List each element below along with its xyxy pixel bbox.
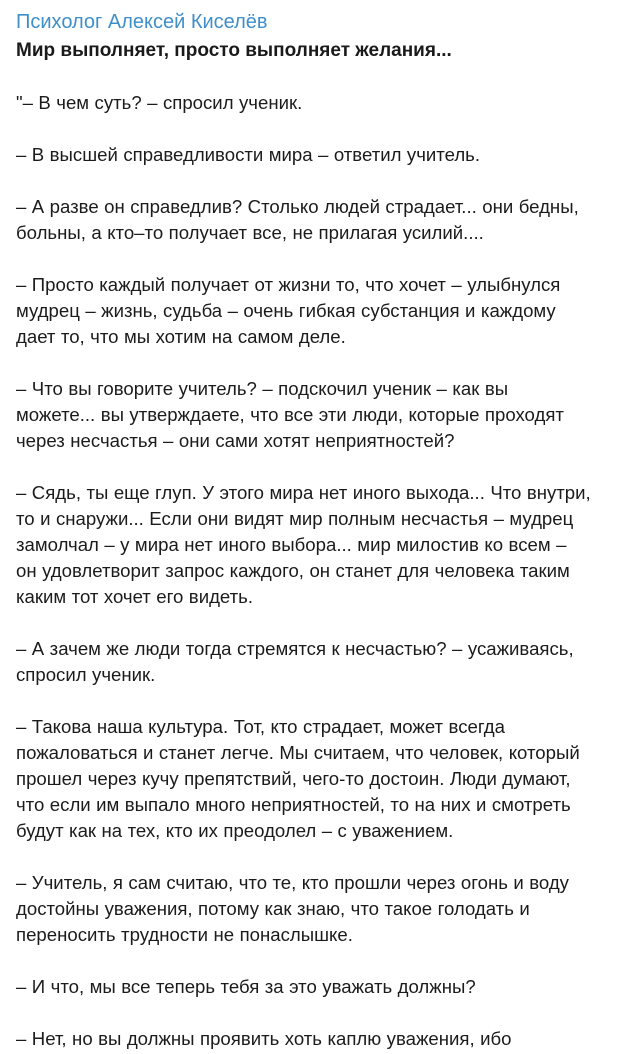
author-name[interactable]: Психолог Алексей Киселёв [16, 11, 268, 33]
paragraph-line: через несчастья – они сами хотят неприятностей? [16, 430, 455, 451]
paragraph-line: – В высшей справедливости мира – ответил учитель. [16, 144, 481, 165]
paragraph-line: замолчал – у мира нет иного выбора... мир милостив ко всем – [16, 534, 567, 555]
paragraph-line: спросил ученик. [16, 664, 156, 685]
message-paragraph [16, 480, 631, 610]
paragraph-line: достойны уважения, потому как знаю, что такое голодать и [16, 898, 530, 919]
post-title: Мир выполняет, просто выполняет желания... [16, 40, 452, 61]
message-paragraph [16, 142, 631, 168]
paragraph-line: – Сядь, ты еще глуп. У этого мира нет иного выхода... Что внутри, [16, 482, 591, 503]
message-paragraph [16, 636, 631, 688]
paragraph-line: – Такова наша культура. Тот, кто страдает, может всегда [16, 716, 505, 737]
paragraph-line: переносить трудности не понаслышке. [16, 924, 353, 945]
paragraph-line: – А зачем же люди тогда стремятся к несчастью? – усаживаясь, [16, 638, 574, 659]
message-paragraph [16, 376, 631, 454]
paragraph-line: прошел через кучу препятствий, чего-то достоин. Люди думают, [16, 768, 571, 789]
paragraph-line: – Что вы говорите учитель? – подскочил ученик – как вы [16, 378, 509, 399]
message-paragraph [16, 870, 631, 948]
message-paragraph [16, 974, 631, 1000]
paragraph-line: пожаловаться и станет легче. Мы считаем, что человек, который [16, 742, 580, 763]
message-paragraph [16, 714, 631, 844]
message-paragraph [16, 1026, 631, 1052]
paragraph-line: – И что, мы все теперь тебя за это уважать должны? [16, 976, 476, 997]
paragraph-line: он удовлетворит запрос каждого, он станет для человека таким [16, 560, 570, 581]
message-paragraph [16, 272, 631, 350]
paragraph-line: – А разве он справедлив? Столько людей страдает... они бедны, [16, 196, 579, 217]
paragraph-line: дает то, что мы хотим на самом деле. [16, 326, 346, 347]
paragraph-line: будут как на тех, кто их преодолел – с уважением. [16, 820, 454, 841]
paragraph-line: "– В чем суть? – спросил ученик. [16, 92, 303, 113]
paragraph-line: – Учитель, я сам считаю, что те, кто прошли через огонь и воду [16, 872, 569, 893]
paragraph-line: – Нет, но вы должны проявить хоть каплю уважения, ибо [16, 1028, 512, 1049]
paragraph-line: больны, а кто–то получает все, не прилагая усилий.... [16, 222, 484, 243]
post-body [16, 90, 631, 1052]
message-paragraph [16, 90, 631, 116]
paragraph-line: то и снаружи... Если они видят мир полным несчастья – мудрец [16, 508, 574, 529]
paragraph-line: мудрец – жизнь, судьба – очень гибкая субстанция и каждому [16, 300, 556, 321]
paragraph-line: что если им выпало много неприятностей, то на них и смотреть [16, 794, 571, 815]
paragraph-line: можете... вы утверждаете, что все эти люди, которые проходят [16, 404, 564, 425]
paragraph-line: – Просто каждый получает от жизни то, что хочет – улыбнулся [16, 274, 561, 295]
paragraph-line: каким тот хочет его видеть. [16, 586, 254, 607]
message-paragraph [16, 194, 631, 246]
